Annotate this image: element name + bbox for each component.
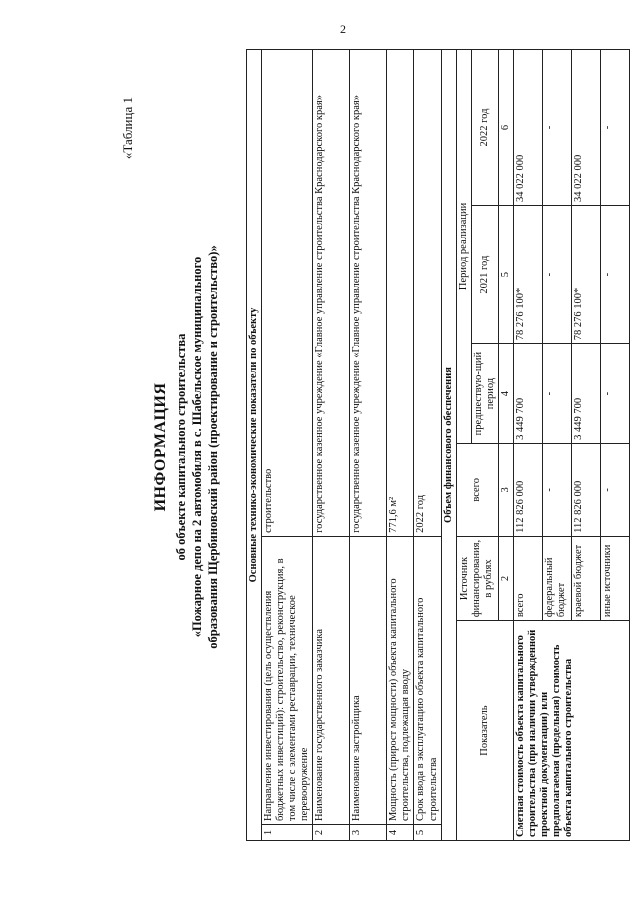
row-value: строительство xyxy=(262,50,313,537)
table-row xyxy=(350,50,387,841)
table-row xyxy=(414,50,441,841)
fin-2021: 78 276 100* xyxy=(571,206,600,344)
section-header-finance: Объем финансового обеспечения xyxy=(441,50,456,841)
fin-2021: - xyxy=(600,206,629,344)
table-row xyxy=(387,50,414,841)
row-label: Наименование государственного заказчика xyxy=(313,536,350,824)
column-number: 6 xyxy=(498,50,513,206)
row-label: Направление инвестирования (цель осуществления бюджетных инвестиций): строительство, реконструкция, в том числе с элементами реставрации, техническое перевооружение xyxy=(262,536,313,824)
subtitle-line: «Пожарное депо на 2 автомобиля в с. Шабельское муниципального xyxy=(190,256,204,638)
row-label: Мощность (прирост мощности) объекта капитального строительства, подлежащая вводу xyxy=(387,536,414,824)
header-source: Источник финансирования, в рублях xyxy=(456,536,498,620)
fin-total: - xyxy=(600,443,629,536)
subtitle-line: образования Щербиновский район (проектирование и строительство)» xyxy=(206,245,220,649)
fin-prev: 3 449 700 xyxy=(513,344,542,444)
row-value: 771,6 м² xyxy=(387,50,414,537)
page-number: 2 xyxy=(340,22,346,36)
fin-2022: - xyxy=(600,50,629,206)
fin-prev: 3 449 700 xyxy=(571,344,600,444)
row-number: 4 xyxy=(387,825,414,841)
column-number: 4 xyxy=(498,344,513,444)
fin-total: 112 826 000 xyxy=(571,443,600,536)
header-prev-period: предшествую-щий период xyxy=(471,344,498,444)
section-header-tech: Основные технико-экономические показатели по объекту xyxy=(247,50,262,841)
row-number: 1 xyxy=(262,825,313,841)
fin-2021: - xyxy=(542,206,571,344)
header-period: Период реализации xyxy=(456,50,471,444)
header-2021: 2021 год xyxy=(471,206,498,344)
fin-source: всего xyxy=(513,536,542,620)
header-indicator: Показатель xyxy=(456,621,513,841)
column-number: 5 xyxy=(498,206,513,344)
fin-2022: - xyxy=(542,50,571,206)
fin-source: иные источники xyxy=(600,536,629,620)
subtitle-line: об объекте капитального строительства xyxy=(174,333,188,561)
fin-source: краевой бюджет xyxy=(571,536,600,620)
column-number: 2 xyxy=(498,536,513,620)
fin-indicator-label: Сметная стоимость объекта капитального строительства (при наличии утвержденной проектной документации) или предполагаемая (предельная) стоимость объекта капитального строительства xyxy=(513,621,629,841)
row-value: государственное казенное учреждение «Главное управление строительства Краснодарского края» xyxy=(350,50,387,537)
fin-total: - xyxy=(542,443,571,536)
fin-prev: - xyxy=(542,344,571,444)
table-row xyxy=(262,50,313,841)
fin-2022: 34 022 000 xyxy=(513,50,542,206)
document-title: ИНФОРМАЦИЯ xyxy=(152,382,169,512)
fin-2021: 78 276 100* xyxy=(513,206,542,344)
fin-source: федеральный бюджет xyxy=(542,536,571,620)
row-value: государственное казенное учреждение «Главное управление строительства Краснодарского края» xyxy=(313,50,350,537)
row-label: Срок ввода в эксплуатацию объекта капитального строительства xyxy=(414,536,441,824)
row-number: 3 xyxy=(350,825,387,841)
fin-total: 112 826 000 xyxy=(513,443,542,536)
fin-prev: - xyxy=(600,344,629,444)
header-2022: 2022 год xyxy=(471,50,498,206)
row-value: 2022 год xyxy=(414,50,441,537)
rotated-sheet xyxy=(112,37,632,857)
column-number: 3 xyxy=(498,443,513,536)
row-number: 2 xyxy=(313,825,350,841)
info-table xyxy=(246,49,630,841)
fin-2022: 34 022 000 xyxy=(571,50,600,206)
table-label: «Таблица 1 xyxy=(120,97,135,160)
table-row xyxy=(313,50,350,841)
header-total: всего xyxy=(456,443,498,536)
row-number: 5 xyxy=(414,825,441,841)
row-label: Наименование застройщика xyxy=(350,536,387,824)
